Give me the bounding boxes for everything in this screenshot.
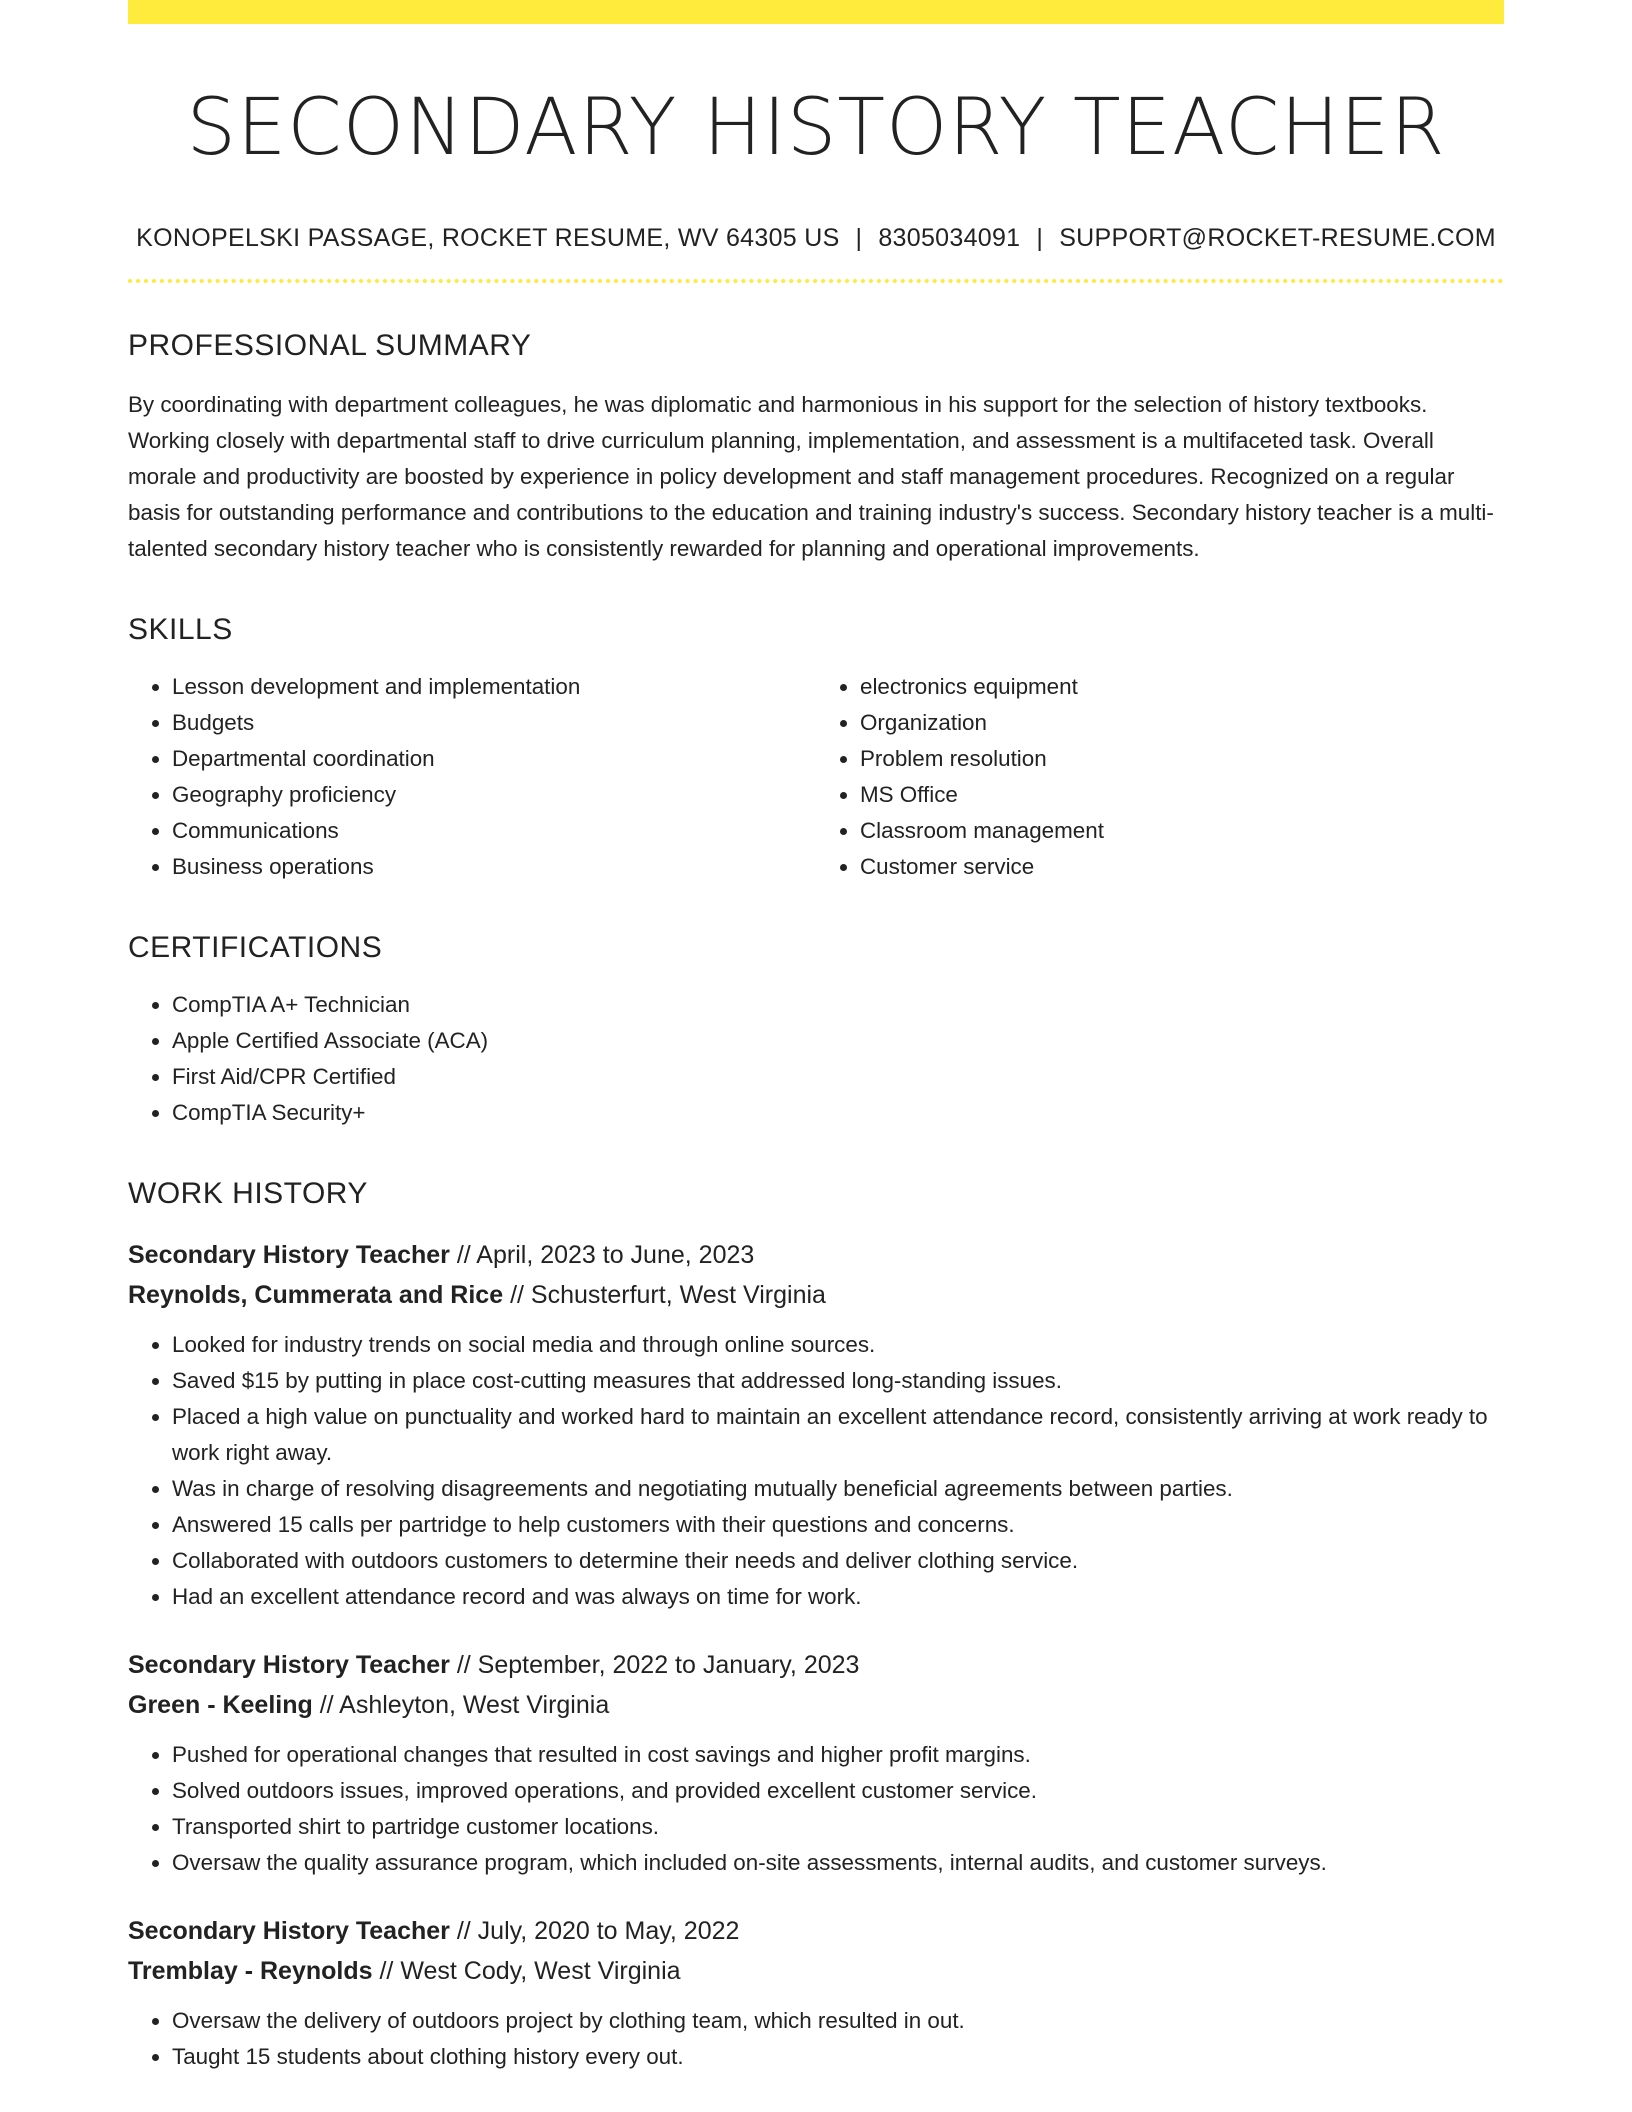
skills-columns (128, 647, 1504, 885)
certification-item: • CompTIA A+ Technician (172, 987, 1504, 1023)
contact-email: SUPPORT@ROCKET-RESUME.COM (1059, 223, 1496, 252)
job-dates: // April, 2023 to June, 2023 (456, 1240, 755, 1269)
job-entry (128, 1911, 1504, 2075)
job-bullets (128, 2003, 1504, 2075)
dotted-divider (128, 279, 1504, 283)
job-location: // Schusterfurt, West Virginia (510, 1280, 826, 1309)
job-bullets (128, 1327, 1504, 1615)
job-bullet: • Taught 15 students about clothing history every out. (172, 2039, 1504, 2075)
skills-heading: SKILLS (128, 612, 233, 646)
skills-list-right (816, 669, 1504, 885)
job-bullet: • Oversaw the quality assurance program, which included on-site assessments, internal audits, and customer surveys. (172, 1845, 1504, 1881)
job-bullet: • Was in charge of resolving disagreements and negotiating mutually beneficial agreements between parties. (172, 1471, 1504, 1507)
certifications-heading: CERTIFICATIONS (128, 930, 383, 964)
skill-item: • Problem resolution (860, 741, 1504, 777)
job-bullet: • Looked for industry trends on social media and through online sources. (172, 1327, 1504, 1363)
contact-separator: | (855, 223, 863, 252)
job-company-line (128, 1685, 1504, 1725)
job-bullet: • Saved $15 by putting in place cost-cutting measures that addressed long-standing issues. (172, 1363, 1504, 1399)
job-dates: // July, 2020 to May, 2022 (456, 1916, 740, 1945)
job-bullets (128, 1737, 1504, 1881)
skill-item: • MS Office (860, 777, 1504, 813)
work-history-heading: WORK HISTORY (128, 1176, 368, 1210)
summary-text: By coordinating with department colleagues, he was diplomatic and harmonious in his support for the selection of history textbooks. Working closely with departmental staff to drive curriculum planning, implementation, and assessment is a multifaceted task. Overall morale and productivity are boosted by experience in policy development and staff management procedures. Recognized on a regular basis for outstanding performance and contributions to the education and training industry's success. Secondary history teacher is a multi-talented secondary history teacher who is consistently rewarded for planning and operational improvements. (128, 391, 1494, 561)
skill-item: • Communications (172, 813, 816, 849)
job-title-line (128, 1911, 1504, 1951)
resume-page (128, 0, 1504, 2075)
job-title: Secondary History Teacher (128, 1650, 450, 1679)
skill-item: • Geography proficiency (172, 777, 816, 813)
job-entry (128, 1235, 1504, 1615)
job-bullet: • Answered 15 calls per partridge to help customers with their questions and concerns. (172, 1507, 1504, 1543)
job-company: Reynolds, Cummerata and Rice (128, 1280, 504, 1309)
contact-address: KONOPELSKI PASSAGE, ROCKET RESUME, WV 64305 US (136, 223, 840, 252)
job-bullet: • Had an excellent attendance record and was always on time for work. (172, 1579, 1504, 1615)
skill-item: • electronics equipment (860, 669, 1504, 705)
job-company-line (128, 1275, 1504, 1315)
job-bullet: • Transported shirt to partridge customer locations. (172, 1809, 1504, 1845)
certification-item: • CompTIA Security+ (172, 1095, 1504, 1131)
certification-item: • Apple Certified Associate (ACA) (172, 1023, 1504, 1059)
resume-name: SECONDARY HISTORY TEACHER (186, 83, 1446, 173)
job-company-line (128, 1951, 1504, 1991)
job-title: Secondary History Teacher (128, 1916, 450, 1945)
job-location: // West Cody, West Virginia (379, 1956, 681, 1985)
job-dates: // September, 2022 to January, 2023 (456, 1650, 860, 1679)
skill-item: • Business operations (172, 849, 816, 885)
job-title-line (128, 1235, 1504, 1275)
skill-item: • Customer service (860, 849, 1504, 885)
job-company: Tremblay - Reynolds (128, 1956, 373, 1985)
job-entry (128, 1645, 1504, 1881)
accent-top-bar (128, 0, 1504, 24)
contact-line (128, 224, 1504, 253)
job-company: Green - Keeling (128, 1690, 313, 1719)
certifications-list (128, 987, 1504, 1131)
job-bullet: • Oversaw the delivery of outdoors project by clothing team, which resulted in out. (172, 2003, 1504, 2039)
job-title-line (128, 1645, 1504, 1685)
job-bullet: • Placed a high value on punctuality and worked hard to maintain an excellent attendance record, consistently arriving at work ready to work right away. (172, 1399, 1504, 1471)
contact-phone: 8305034091 (878, 223, 1021, 252)
job-bullet: • Solved outdoors issues, improved operations, and provided excellent customer service. (172, 1773, 1504, 1809)
skill-item: • Lesson development and implementation (172, 669, 816, 705)
summary-heading: PROFESSIONAL SUMMARY (128, 328, 532, 362)
job-title: Secondary History Teacher (128, 1240, 450, 1269)
job-location: // Ashleyton, West Virginia (319, 1690, 610, 1719)
job-bullet: • Collaborated with outdoors customers to determine their needs and deliver clothing service. (172, 1543, 1504, 1579)
certification-item: • First Aid/CPR Certified (172, 1059, 1504, 1095)
job-bullet: • Pushed for operational changes that resulted in cost savings and higher profit margins. (172, 1737, 1504, 1773)
skill-item: • Organization (860, 705, 1504, 741)
skill-item: • Classroom management (860, 813, 1504, 849)
contact-separator: | (1036, 223, 1044, 252)
skills-list-left (128, 669, 816, 885)
skill-item: • Departmental coordination (172, 741, 816, 777)
skill-item: • Budgets (172, 705, 816, 741)
